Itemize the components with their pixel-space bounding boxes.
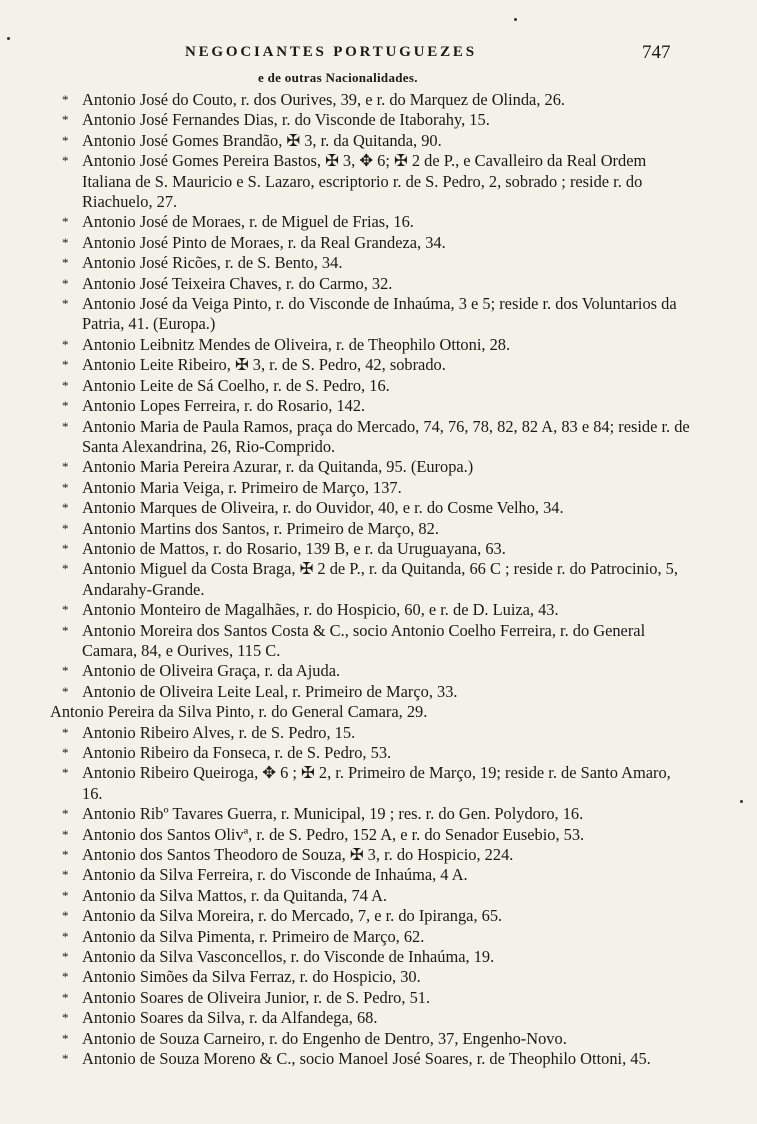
- list-item: [0, 661, 757, 681]
- list-item: [0, 886, 757, 906]
- entry-text: Antonio da Silva Vasconcellos, r. do Visconde de Inhaúma, 19.: [82, 947, 495, 967]
- entry-text: Antonio Maria de Paula Ramos, praça do Mercado, 74, 76, 78, 82, 82 A, 83 e 84; reside r. de Santa Alexandrina, 26, Rio-Comprido.: [82, 416, 690, 456]
- list-item: [0, 519, 757, 539]
- list-item: [0, 498, 757, 518]
- entry-text: Antonio de Mattos, r. do Rosario, 139 B, e r. da Uruguayana, 63.: [82, 538, 506, 558]
- entry-marker: *: [62, 847, 69, 863]
- list-item: [0, 763, 757, 804]
- entry-text: Antonio Ribeiro Alves, r. de S. Pedro, 15.: [82, 722, 356, 742]
- entry-text: Antonio Leite de Sá Coelho, r. de S. Pedro, 16.: [82, 375, 390, 395]
- list-item: [0, 539, 757, 559]
- list-item: [0, 253, 757, 273]
- entry-text: Antonio da Silva Mattos, r. da Quitanda, 74 A.: [82, 885, 388, 905]
- entry-text: Antonio Ribº Tavares Guerra, r. Municipal, 19 ; res. r. do Gen. Polydoro, 16.: [82, 804, 584, 824]
- list-item: [0, 845, 757, 865]
- entry-marker: *: [62, 275, 69, 291]
- list-item: [0, 478, 757, 498]
- entry-marker: *: [62, 989, 69, 1005]
- list-item: [0, 376, 757, 396]
- entry-text: Antonio José Teixeira Chaves, r. do Carmo, 32.: [82, 273, 393, 293]
- entry-text: Antonio dos Santos Olivª, r. de S. Pedro, 152 A, e r. do Senador Eusebio, 53.: [82, 824, 585, 844]
- entry-marker: *: [62, 908, 69, 924]
- entry-text: Antonio Leibnitz Mendes de Oliveira, r. de Theophilo Ottoni, 28.: [82, 334, 511, 354]
- print-speck: [514, 18, 517, 21]
- entry-text: Antonio de Souza Moreno & C., socio Manoel José Soares, r. de Theophilo Ottoni, 45.: [82, 1049, 651, 1069]
- entry-text: Antonio Lopes Ferreira, r. do Rosario, 142.: [82, 396, 366, 416]
- entry-marker: *: [62, 1030, 69, 1046]
- list-item: [0, 743, 757, 763]
- entry-text: Antonio Maria Veiga, r. Primeiro de Março, 137.: [82, 477, 402, 497]
- entry-text: Antonio Pereira da Silva Pinto, r. do General Camara, 29.: [50, 702, 428, 722]
- entry-marker: *: [62, 479, 69, 495]
- list-item: [0, 600, 757, 620]
- list-item: [0, 335, 757, 355]
- list-item: [0, 865, 757, 885]
- list-item: [0, 110, 757, 130]
- list-item: [0, 417, 757, 458]
- list-item: [0, 967, 757, 987]
- list-item: [0, 947, 757, 967]
- entry-text: Antonio Soares da Silva, r. da Alfandega, 68.: [82, 1008, 378, 1028]
- page-number: 747: [642, 42, 671, 63]
- entry-text: Antonio Maria Pereira Azurar, r. da Quitanda, 95. (Europa.): [82, 457, 474, 477]
- list-item: [0, 233, 757, 253]
- entry-marker: *: [62, 255, 69, 271]
- entry-text: Antonio Marques de Oliveira, r. do Ouvidor, 40, e r. do Cosme Velho, 34.: [82, 498, 564, 518]
- entry-marker: *: [62, 1051, 69, 1067]
- list-item: [0, 1049, 757, 1069]
- list-item: [0, 1008, 757, 1028]
- entry-marker: *: [62, 459, 69, 475]
- list-item: [0, 274, 757, 294]
- entry-marker: *: [62, 765, 69, 781]
- entry-text: Antonio José Ricões, r. de S. Bento, 34.: [82, 253, 343, 273]
- entry-text: Antonio José Gomes Pereira Bastos, ✠ 3, ✥ 6; ✠ 2 de P., e Cavalleiro da Real Ordem Italiana de S. Mauricio e S. Lazaro, escriptorio r. de S. Pedro, 2, sobrado ; reside r. do Riachuelo, 27.: [82, 151, 647, 212]
- entry-text: Antonio de Souza Carneiro, r. do Engenho de Dentro, 37, Engenho-Novo.: [82, 1028, 567, 1048]
- entry-marker: *: [62, 153, 69, 169]
- entry-marker: *: [62, 928, 69, 944]
- entry-text: Antonio Monteiro de Magalhães, r. do Hospicio, 60, e r. de D. Luiza, 43.: [82, 600, 559, 620]
- entry-marker: *: [62, 540, 69, 556]
- entry-text: Antonio José Pinto de Moraes, r. da Real Grandeza, 34.: [82, 232, 446, 252]
- entry-marker: *: [62, 1010, 69, 1026]
- list-item: [0, 355, 757, 375]
- list-item: [0, 396, 757, 416]
- list-item: [0, 1029, 757, 1049]
- entry-marker: *: [62, 214, 69, 230]
- entry-marker: *: [62, 724, 69, 740]
- entry-marker: *: [62, 969, 69, 985]
- page-header: [0, 44, 757, 66]
- list-item: [0, 90, 757, 110]
- list-item: [0, 131, 757, 151]
- list-item: [0, 294, 757, 335]
- entry-text: Antonio Ribeiro Queiroga, ✥ 6 ; ✠ 2, r. Primeiro de Março, 19; reside r. de Santo Amaro, 16.: [82, 763, 671, 803]
- entry-text: Antonio José do Couto, r. dos Ourives, 39, e r. do Marquez de Olinda, 26.: [82, 90, 566, 109]
- entry-text: Antonio Leite Ribeiro, ✠ 3, r. de S. Pedro, 42, sobrado.: [82, 355, 446, 375]
- entry-marker: *: [62, 336, 69, 352]
- entry-marker: *: [62, 826, 69, 842]
- list-item: [0, 559, 757, 600]
- entry-marker: *: [62, 296, 69, 312]
- entry-marker: *: [62, 92, 69, 107]
- print-speck: [7, 37, 10, 40]
- entry-marker: *: [62, 398, 69, 414]
- entry-marker: *: [62, 500, 69, 516]
- entry-text: Antonio Soares de Oliveira Junior, r. de S. Pedro, 51.: [82, 987, 431, 1007]
- entry-marker: *: [62, 806, 69, 822]
- entry-marker: *: [62, 520, 69, 536]
- entry-text: Antonio José da Veiga Pinto, r. do Visconde de Inhaúma, 3 e 5; reside r. dos Voluntarios da Patria, 41. (Europa.): [82, 294, 677, 334]
- entry-marker: *: [62, 112, 69, 128]
- entry-text: Antonio de Oliveira Graça, r. da Ajuda.: [82, 661, 341, 681]
- entry-text: Antonio de Oliveira Leite Leal, r. Primeiro de Março, 33.: [82, 681, 458, 701]
- entry-marker: *: [62, 418, 69, 434]
- list-item: [0, 621, 757, 662]
- list-item: [0, 212, 757, 232]
- entry-text: Antonio dos Santos Theodoro de Souza, ✠ 3, r. do Hospicio, 224.: [82, 845, 514, 865]
- entry-marker: *: [62, 949, 69, 965]
- entry-text: Antonio José de Moraes, r. de Miguel de Frias, 16.: [82, 212, 414, 232]
- list-item: [0, 927, 757, 947]
- entry-marker: *: [62, 132, 69, 148]
- entry-text: Antonio Moreira dos Santos Costa & C., socio Antonio Coelho Ferreira, r. do General Camara, 84, e Ourives, 115 C.: [82, 620, 646, 660]
- entry-marker: *: [62, 887, 69, 903]
- entry-marker: *: [62, 234, 69, 250]
- entry-marker: *: [62, 602, 69, 618]
- section-subtitle: e de outras Nacionalidades.: [258, 70, 418, 85]
- list-item: [0, 151, 757, 212]
- entry-text: Antonio Miguel da Costa Braga, ✠ 2 de P., r. da Quitanda, 66 C ; reside r. do Patrocinio, 5, Andarahy-Grande.: [82, 559, 678, 599]
- entry-marker: *: [62, 683, 69, 699]
- entry-text: Antonio Simões da Silva Ferraz, r. do Hospicio, 30.: [82, 967, 421, 987]
- list-item: [0, 702, 757, 722]
- list-item: [0, 723, 757, 743]
- entry-text: Antonio José Fernandes Dias, r. do Visconde de Itaborahy, 15.: [82, 110, 490, 130]
- list-item: [0, 804, 757, 824]
- entry-marker: *: [62, 357, 69, 373]
- entry-text: Antonio da Silva Moreira, r. do Mercado, 7, e r. do Ipiranga, 65.: [82, 906, 503, 926]
- entry-marker: *: [62, 663, 69, 679]
- entry-text: Antonio José Gomes Brandão, ✠ 3, r. da Quitanda, 90.: [82, 130, 442, 150]
- entry-text: Antonio da Silva Pimenta, r. Primeiro de Março, 62.: [82, 926, 425, 946]
- entry-list: [0, 90, 757, 1070]
- list-item: [0, 825, 757, 845]
- entry-marker: *: [62, 622, 69, 638]
- list-item: [0, 906, 757, 926]
- entry-marker: *: [62, 377, 69, 393]
- entry-marker: *: [62, 867, 69, 883]
- entry-text: Antonio Ribeiro da Fonseca, r. de S. Pedro, 53.: [82, 743, 392, 762]
- entry-marker: *: [62, 745, 69, 760]
- list-item: [0, 457, 757, 477]
- entry-marker: *: [62, 561, 69, 577]
- entry-text: Antonio da Silva Ferreira, r. do Visconde de Inhaúma, 4 A.: [82, 865, 468, 885]
- entry-text: Antonio Martins dos Santos, r. Primeiro de Março, 82.: [82, 518, 439, 538]
- list-item: [0, 988, 757, 1008]
- list-item: [0, 682, 757, 702]
- running-title: NEGOCIANTES PORTUGUEZES: [185, 44, 477, 60]
